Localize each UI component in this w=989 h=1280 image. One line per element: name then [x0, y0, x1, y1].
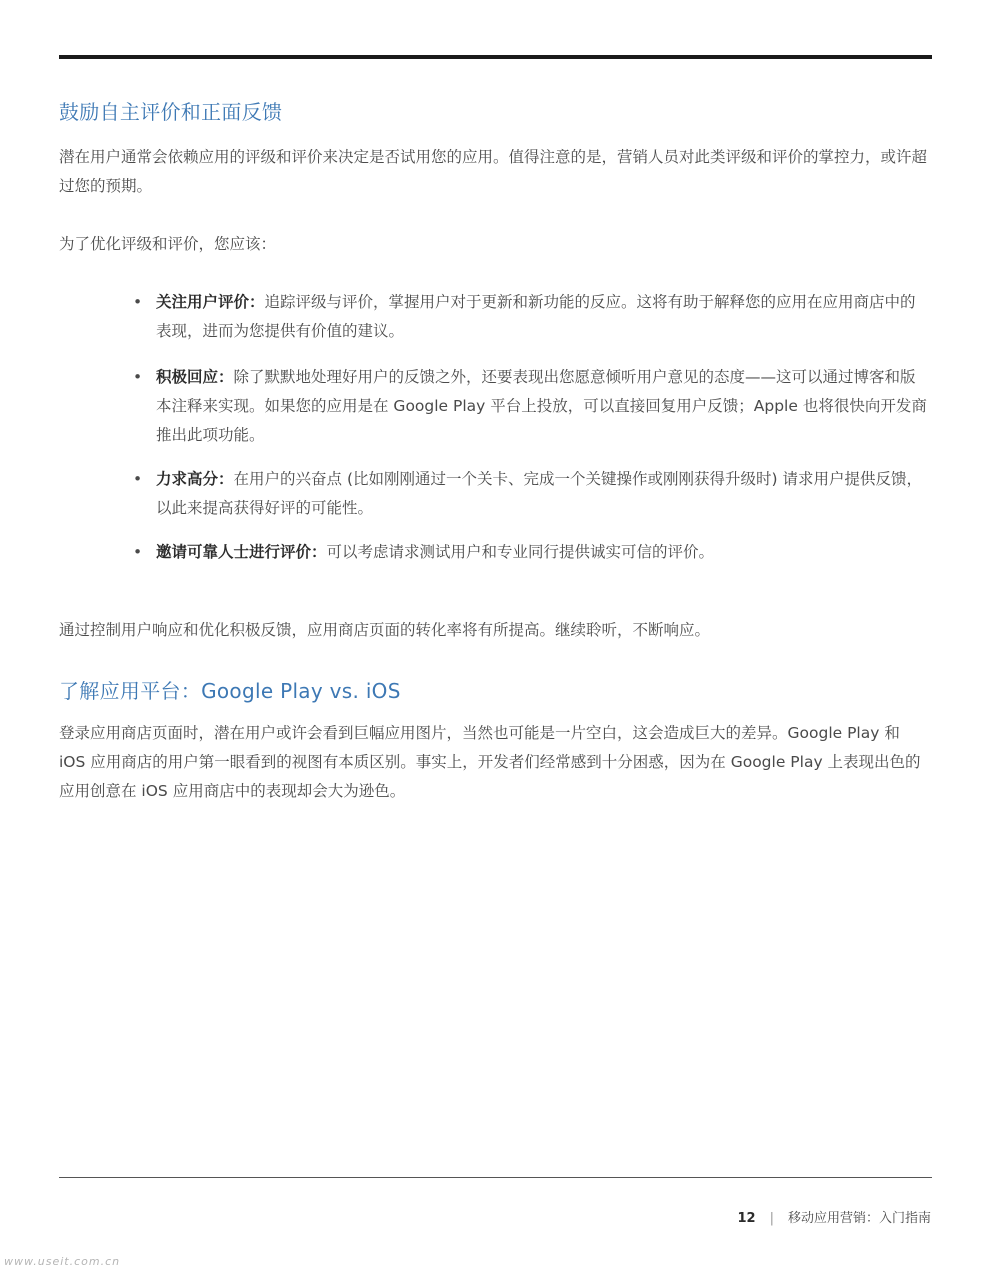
- closing-paragraph: 通过控制用户响应和优化积极反馈，应用商店页面的转化率将有所提高。继续聆听，不断响应。: [59, 621, 711, 639]
- bullet-icon: •: [133, 293, 143, 311]
- document-title: 移动应用营销：入门指南: [787, 1211, 931, 1226]
- section-heading-reviews: 鼓励自主评价和正面反馈: [59, 100, 283, 124]
- footer-separator: |: [769, 1211, 774, 1226]
- bullet-icon: •: [133, 470, 143, 488]
- bullet-icon: •: [133, 543, 143, 561]
- bullet-text: 在用户的兴奋点 (比如刚刚通过一个关卡、完成一个关键操作或刚刚获得升级时) 请求用户提供反馈，以此来提高获得好评的可能性。: [156, 470, 922, 517]
- page-number: 12: [737, 1211, 756, 1226]
- bottom-rule: [59, 1177, 932, 1178]
- top-rule: [59, 55, 932, 59]
- lead-paragraph: 为了优化评级和评价，您应该：: [59, 235, 277, 253]
- platform-paragraph: 登录应用商店页面时，潜在用户或许会看到巨幅应用图片，当然也可能是一片空白，这会造成巨大的差异。Google Play 和 iOS 应用商店的用户第一眼看到的视图有本质区别。事实上，开发者们经常感到十分困惑，因为在 Google Play 上表现出色的应用创意在 iOS 应用商店中的表现却会大为逊色。: [59, 724, 921, 800]
- list-item: [133, 538, 931, 567]
- bullet-term: 积极回应：: [156, 368, 234, 386]
- section-heading-platforms: 了解应用平台：Google Play vs. iOS: [59, 679, 401, 703]
- page-footer: [738, 1207, 932, 1226]
- bullet-term: 关注用户评价：: [156, 293, 265, 311]
- list-item: [133, 363, 931, 450]
- watermark: www.useit.com.cn: [4, 1255, 121, 1268]
- list-item: [133, 465, 931, 523]
- bullet-text: 可以考虑请求测试用户和专业同行提供诚实可信的评价。: [326, 543, 715, 561]
- bullet-term: 力求高分：: [156, 470, 234, 488]
- bullet-icon: •: [133, 368, 143, 386]
- bullet-text: 除了默默地处理好用户的反馈之外，还要表现出您愿意倾听用户意见的态度——这可以通过博客和版本注释来实现。如果您的应用是在 Google Play 平台上投放，可以直接回复用户反馈；Apple 也将很快向开发商推出此项功能。: [156, 368, 927, 444]
- intro-paragraph: 潜在用户通常会依赖应用的评级和评价来决定是否试用您的应用。值得注意的是，营销人员对此类评级和评价的掌控力，或许超过您的预期。: [59, 148, 928, 195]
- bullet-term: 邀请可靠人士进行评价：: [156, 543, 327, 561]
- list-item: [133, 288, 931, 346]
- bullet-text: 追踪评级与评价，掌握用户对于更新和新功能的反应。这将有助于解释您的应用在应用商店中的表现，进而为您提供有价值的建议。: [156, 293, 916, 340]
